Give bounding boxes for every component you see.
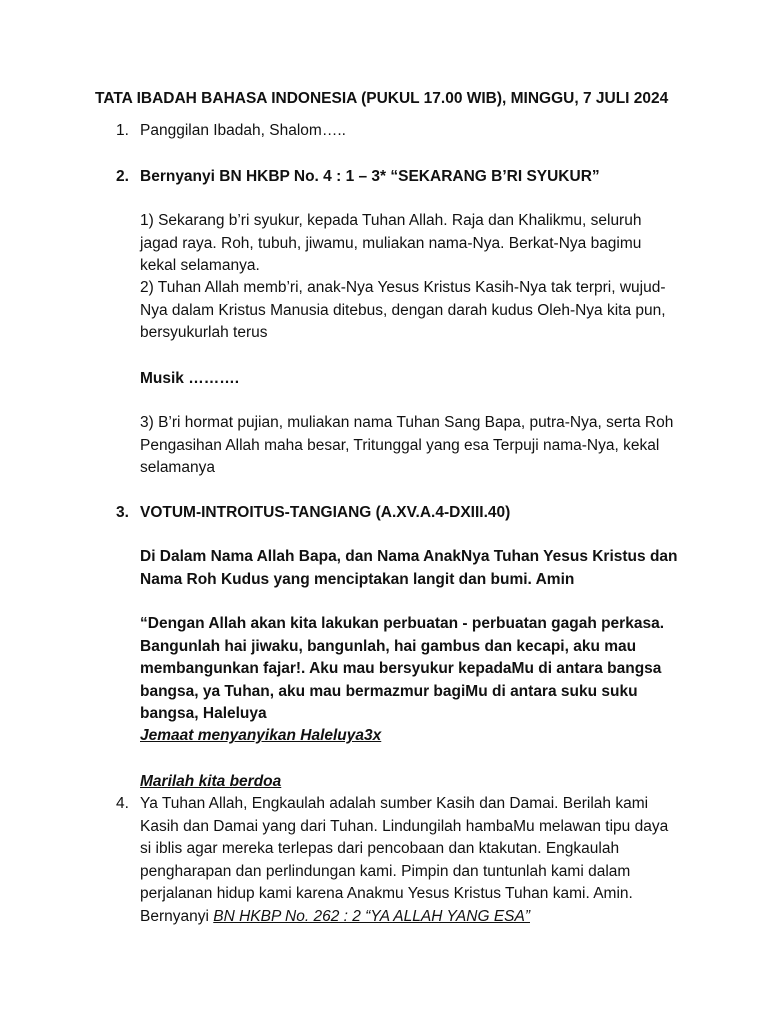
list-item-1 (116, 120, 676, 143)
list-item-4 (116, 793, 676, 928)
item-number: 1. (116, 122, 129, 139)
song-reference: BN HKBP No. 262 : 2 “YA ALLAH YANG ESA” (213, 907, 530, 925)
verse-1: 1) Sekarang b’ri syukur, kepada Tuhan Allah. Raja dan Khalikmu, seluruh jagad raya. Roh, tubuh, jiwamu, muliakan nama-Nya. Berkat-Nya bagimu kekal selamanya. (140, 212, 642, 274)
jemaat-instruction: Jemaat menyanyikan Haleluya3x (140, 727, 382, 744)
item-number: 2. (116, 168, 129, 185)
item-number: 4. (116, 795, 129, 812)
verse-2: 2) Tuhan Allah memb’ri, anak-Nya Yesus Kristus Kasih-Nya tak terpri, wujud-Nya dalam Kristus Manusia ditebus, dengan darah kudus Oleh-Nya kita pun, bersyukurlah terus (140, 279, 666, 341)
item-text: VOTUM-INTROITUS-TANGIANG (A.XV.A.4-DXIII.40) (140, 504, 511, 521)
list-item-2 (116, 166, 676, 189)
item-text: Bernyanyi BN HKBP No. 4 : 1 – 3* “SEKARANG B’RI SYUKUR” (140, 168, 600, 185)
verse-3: 3) B’ri hormat pujian, muliakan nama Tuhan Sang Bapa, putra-Nya, serta Roh Pengasihan Allah maha besar, Tritunggal yang esa Terpuji nama-Nya, kekal selamanya (140, 414, 674, 476)
votum-text: Di Dalam Nama Allah Bapa, dan Nama AnakNya Tuhan Yesus Kristus dan Nama Roh Kudus yang menciptakan langit dan bumi. Amin (140, 548, 678, 588)
berdoa-heading: Marilah kita berdoa (140, 773, 282, 790)
item-text (140, 793, 676, 928)
prayer-text: Ya Tuhan Allah, Engkaulah adalah sumber Kasih dan Damai. Berilah kami Kasih dan Damai yang dari Tuhan. Lindungilah hambaMu melawan tipu daya si iblis agar mereka terlepas dari pencobaan dan ktakutan. Engkaulah pengharapan dan perlindungan kami. Pimpin dan tuntunlah kami dalam perjalanan hidup kami karena Anakmu Yesus Kristus Tuhan kami. Amin. (140, 795, 669, 902)
document-title: TATA IBADAH BAHASA INDONESIA (PUKUL 17.00 WIB), MINGGU, 7 JULI 2024 (95, 90, 669, 107)
item-text: Panggilan Ibadah, Shalom….. (140, 122, 346, 139)
musik-label: Musik ………. (140, 370, 240, 387)
sing-prefix: Bernyanyi (140, 907, 209, 925)
introitus-text: “Dengan Allah akan kita lakukan perbuatan - perbuatan gagah perkasa. Bangunlah hai jiwaku, bangunlah, hai gambus dan kecapi, aku mau membangunkan fajar!. Aku mau bersyukur kepadaMu di antara bangsa bangsa, ya Tuhan, aku mau bermazmur bagiMu di antara suku suku bangsa, Haleluya (140, 615, 664, 722)
item-number: 3. (116, 504, 129, 521)
list-item-3 (116, 502, 676, 525)
